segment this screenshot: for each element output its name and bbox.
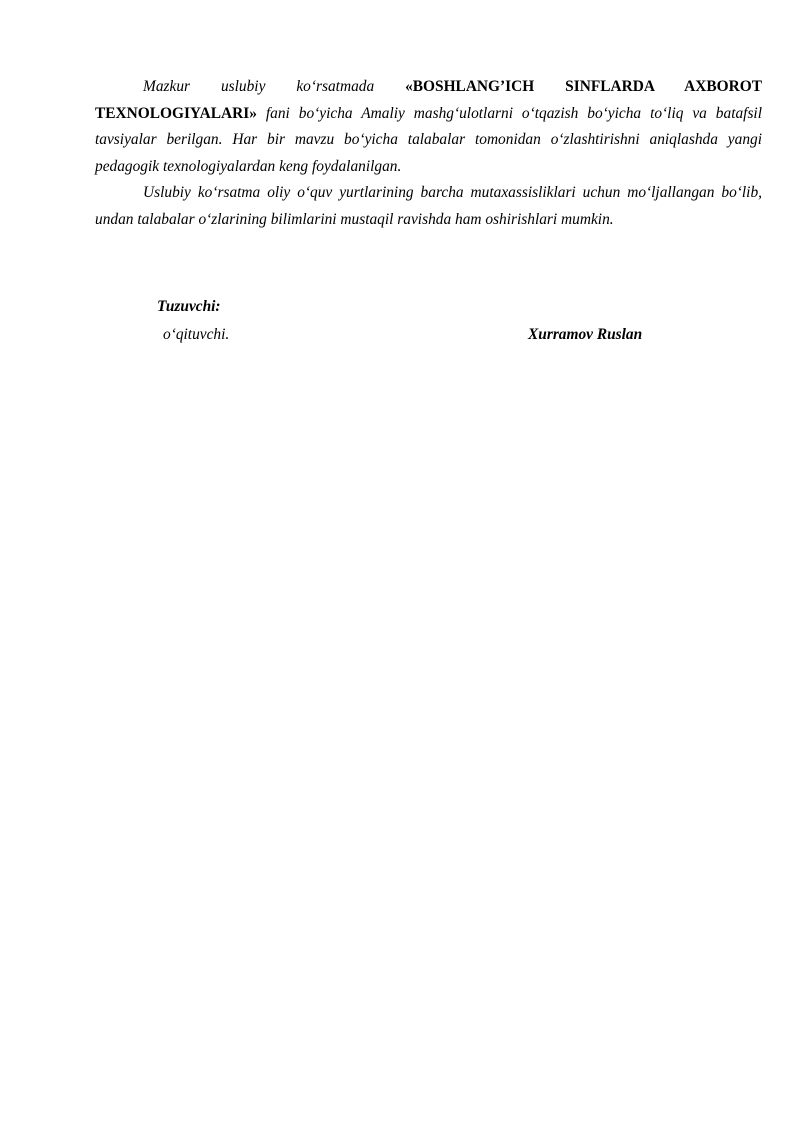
intro-paragraph-2: Uslubiy ko‘rsatma oliy o‘quv yurtlarining barcha mutaxassisliklari uchun mo‘ljallangan bo‘lib, undan talabalar o‘zlarining bilimlarini mustaqil ravishda ham oshirishlari mumkin. <box>95 184 762 228</box>
intro-lead-text: Mazkur uslubiy ko‘rsatmada <box>143 78 406 95</box>
introduction-section <box>95 74 762 234</box>
compiler-role: o‘qituvchi. <box>163 326 230 343</box>
compiler-label: Tuzuvchi: <box>157 298 221 315</box>
compiler-name: Xurramov Ruslan <box>528 326 643 343</box>
intro-rest-text: fani bo‘yicha Amaliy mashg‘ulotlarni o‘tqazish bo‘yicha to‘liq va batafsil tavsiyalar berilgan. Har bir mavzu bo‘yicha talabalar tomonidan o‘zlashtirishni aniqlashda yangi pedagogik texnologiyalardan keng foydalanilgan. <box>95 104 762 175</box>
intro-paragraph-1 <box>95 74 762 180</box>
course-title: «BOSHLANG’ICH SINFLARDA AXBOROT TEXNOLOGIYALARI» <box>95 78 763 122</box>
